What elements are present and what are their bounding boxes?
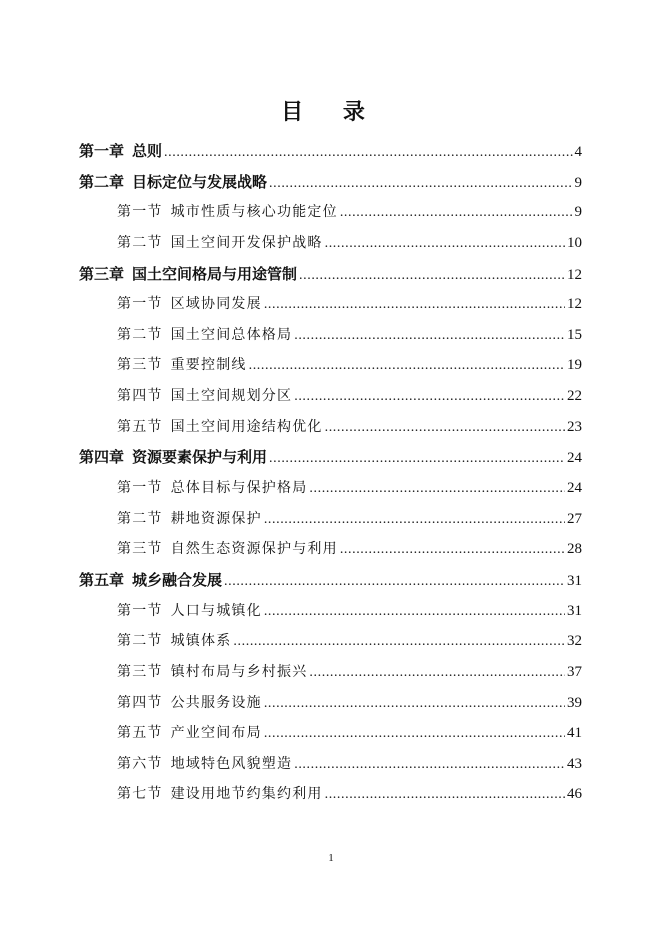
toc-page-number: 15 [567,326,582,343]
toc-entry-number: 第三节 [117,663,163,680]
toc-page-number: 31 [567,572,582,589]
toc-leader-dots [325,413,565,444]
toc-section-entry[interactable] [79,688,582,719]
toc-page-number: 39 [567,694,582,711]
toc-leader-dots [233,627,565,658]
toc-leader-dots [325,229,565,260]
toc-entry-number: 第四节 [117,694,163,711]
toc-entry-title: 产业空间布局 [170,725,262,742]
toc-entry-label [117,657,307,688]
toc-entry-label [117,473,307,504]
toc-leader-dots [264,719,565,750]
toc-entry-title: 地域特色风貌塑造 [170,755,293,772]
toc-entry-label [79,565,222,596]
toc-leader-dots [249,351,565,382]
toc-page-number: 37 [567,663,582,680]
toc-entry-title: 国土空间格局与用途管制 [132,264,298,283]
toc-entry-label [117,688,262,719]
page-number: 1 [328,852,334,864]
toc-entry-number: 第一章 [79,142,125,160]
toc-page-number: 9 [574,204,582,221]
toc-section-entry[interactable] [79,289,582,320]
toc-entry-title: 城镇体系 [170,633,232,650]
toc-entry-number: 第五节 [117,418,163,435]
toc-entry-title: 自然生态资源保护与利用 [170,541,338,558]
toc-entry-number: 第五节 [117,725,163,742]
toc-entry-number: 第二节 [117,510,163,527]
toc-entry-label [79,136,162,167]
toc-entry-title: 公共服务设施 [170,694,262,711]
toc-page-number: 31 [567,602,582,619]
toc-leader-dots [264,505,565,536]
toc-section-entry[interactable] [79,381,582,412]
toc-entry-title: 国土空间开发保护战略 [170,234,323,251]
toc-chapter-entry[interactable] [79,167,582,198]
toc-leader-dots [264,290,565,321]
toc-section-entry[interactable] [79,626,582,657]
toc-entry-number: 第二节 [117,326,163,343]
toc-page-number: 4 [574,144,582,160]
toc-entry-number: 第四节 [117,388,163,405]
toc-entry-number: 第三节 [117,357,163,374]
toc-entry-title: 镇村布局与乡村振兴 [170,663,308,680]
toc-leader-dots [340,198,573,229]
toc-entry-number: 第三节 [117,541,163,558]
toc-page-number: 9 [574,174,582,191]
toc-chapter-entry[interactable] [79,259,582,290]
toc-entry-label [117,749,292,780]
toc-entry-label [117,320,292,351]
toc-entry-title: 城市性质与核心功能定位 [170,204,338,221]
toc-entry-title: 总则 [132,142,163,160]
toc-entry-number: 第三章 [79,264,125,283]
toc-leader-dots [340,535,565,566]
toc-entry-number: 第七节 [117,786,163,803]
toc-page-number: 28 [567,541,582,558]
toc-leader-dots [224,567,565,598]
toc-section-entry[interactable] [79,504,582,535]
toc-page-number: 43 [567,755,582,772]
toc-page-number: 27 [567,510,582,527]
toc-title: 目 录 [281,99,381,125]
toc-page-number: 41 [567,725,582,742]
toc-entry-title: 人口与城镇化 [170,602,262,619]
toc-entry-label [117,504,262,535]
toc-entry-number: 第一节 [117,204,163,221]
toc-page-number: 23 [567,418,582,435]
toc-entry-title: 耕地资源保护 [170,510,262,527]
toc-entry-number: 第一节 [117,480,163,497]
toc-section-entry[interactable] [79,718,582,749]
toc-entry-label [117,197,338,228]
toc-entry-label [117,596,262,627]
toc-entry-number: 第四章 [79,448,125,467]
toc-entry-title: 城乡融合发展 [132,570,223,589]
toc-section-entry[interactable] [79,228,582,259]
toc-leader-dots [294,750,565,781]
toc-entry-title: 重要控制线 [170,357,247,374]
toc-section-entry[interactable] [79,534,582,565]
toc-entry-label [117,626,231,657]
toc-entry-title: 区域协同发展 [170,296,262,313]
toc-leader-dots [264,689,565,720]
toc-entry-number: 第二章 [79,172,125,191]
toc-page-number: 24 [567,450,582,467]
toc-entry-title: 资源要素保护与利用 [132,448,268,467]
toc-section-entry[interactable] [79,350,582,381]
toc-section-entry[interactable] [79,779,582,810]
toc-section-entry[interactable] [79,596,582,627]
toc-section-entry[interactable] [79,320,582,351]
toc-page-number: 32 [567,633,582,650]
toc-entry-label [117,779,323,810]
toc-section-entry[interactable] [79,657,582,688]
toc-entry-title: 国土空间总体格局 [170,326,293,343]
toc-entry-number: 第五章 [79,570,125,589]
toc-chapter-entry[interactable] [79,565,582,596]
toc-entry-number: 第一节 [117,602,163,619]
toc-page-number: 46 [567,786,582,803]
toc-entry-label [117,718,262,749]
toc-chapter-entry[interactable] [79,136,582,167]
toc-leader-dots [299,261,565,292]
toc-page-number: 10 [567,234,582,251]
toc-entry-label [117,350,247,381]
toc-entry-label [79,442,267,473]
toc-leader-dots [309,474,565,505]
toc-leader-dots [309,658,565,689]
toc-entry-title: 国土空间规划分区 [170,388,293,405]
toc-leader-dots [325,780,565,811]
toc-entry-title: 建设用地节约集约利用 [170,786,323,803]
toc-entry-label [117,228,323,259]
toc-entry-label [117,412,323,443]
toc-entry-label [117,381,292,412]
toc-page-number: 12 [567,296,582,313]
toc-page-number: 24 [567,480,582,497]
toc-leader-dots [269,169,572,200]
toc-entry-number: 第二节 [117,633,163,650]
table-of-contents [79,136,582,810]
toc-leader-dots [294,321,565,352]
toc-entry-label [117,289,262,320]
toc-chapter-entry[interactable] [79,442,582,473]
toc-entry-label [79,167,267,198]
toc-leader-dots [294,382,565,413]
toc-section-entry[interactable] [79,412,582,443]
toc-entry-label [79,259,297,290]
toc-section-entry[interactable] [79,749,582,780]
toc-leader-dots [264,597,565,628]
toc-leader-dots [164,138,572,169]
toc-entry-number: 第六节 [117,755,163,772]
toc-leader-dots [269,444,565,475]
toc-entry-number: 第一节 [117,296,163,313]
toc-entry-title: 国土空间用途结构优化 [170,418,323,435]
toc-page-number: 22 [567,388,582,405]
toc-entry-number: 第二节 [117,234,163,251]
toc-entry-title: 总体目标与保护格局 [170,480,308,497]
toc-entry-title: 目标定位与发展战略 [132,172,268,191]
toc-section-entry[interactable] [79,473,582,504]
toc-page-number: 19 [567,357,582,374]
toc-entry-label [117,534,338,565]
toc-page-number: 12 [567,266,582,283]
toc-section-entry[interactable] [79,197,582,228]
